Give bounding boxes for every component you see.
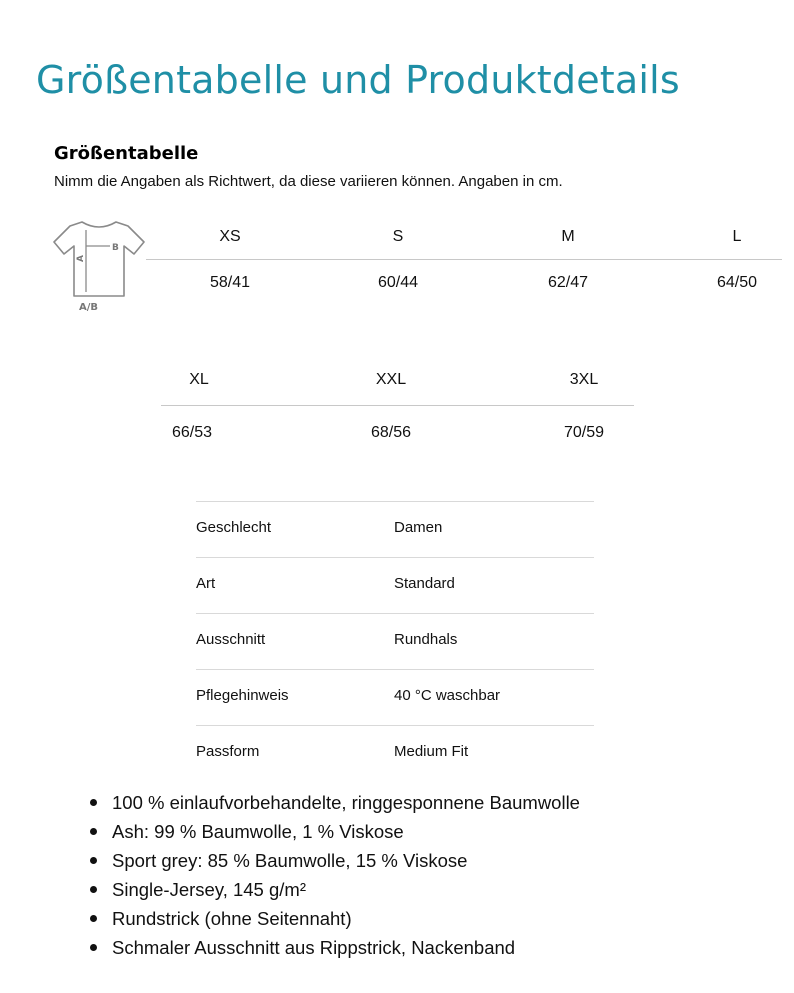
spec-row	[196, 725, 594, 781]
size-label: XL	[189, 371, 209, 388]
spec-key: Geschlecht	[196, 519, 272, 536]
feature-item	[86, 846, 580, 875]
size-chart-title: Größentabelle	[54, 143, 199, 164]
feature-item	[86, 788, 580, 817]
product-spec-table	[196, 501, 594, 781]
size-value: 70/59	[563, 424, 605, 441]
feature-text: Schmaler Ausschnitt aus Rippstrick, Nackenband	[112, 937, 516, 958]
spec-value: Medium Fit	[394, 743, 469, 760]
bullet-icon	[90, 828, 97, 835]
spec-row	[196, 557, 594, 613]
feature-text: Rundstrick (ohne Seitennaht)	[112, 908, 352, 929]
diagram-label-b: B	[112, 243, 119, 253]
diagram-label-a: A	[76, 255, 86, 262]
spec-row	[196, 501, 594, 557]
feature-item	[86, 875, 580, 904]
spec-value: Rundhals	[394, 631, 458, 648]
size-value: 68/56	[370, 424, 412, 441]
size-grid-divider	[161, 405, 634, 406]
size-value: 66/53	[171, 424, 213, 441]
feature-text: 100 % einlaufvorbehandelte, ringgesponnene Baumwolle	[112, 792, 580, 813]
spec-key: Ausschnitt	[196, 631, 266, 648]
bullet-icon	[90, 857, 97, 864]
bullet-icon	[90, 915, 97, 922]
feature-text: Ash: 99 % Baumwolle, 1 % Viskose	[112, 821, 404, 842]
size-value: 64/50	[716, 274, 758, 291]
size-label: L	[732, 228, 742, 245]
size-chart-subtitle: Nimm die Angaben als Richtwert, da diese variieren können. Angaben in cm.	[54, 173, 563, 190]
spec-key: Pflegehinweis	[196, 687, 289, 704]
size-grid-divider	[146, 259, 782, 260]
feature-list	[86, 788, 580, 962]
spec-key: Passform	[196, 743, 260, 760]
size-label: XS	[219, 228, 241, 245]
spec-value: Standard	[394, 575, 455, 592]
size-label: M	[561, 228, 575, 245]
spec-value: Damen	[394, 519, 443, 536]
feature-item	[86, 817, 580, 846]
feature-text: Single-Jersey, 145 g/m²	[112, 879, 306, 900]
spec-key: Art	[196, 575, 216, 592]
page-title: Größentabelle und Produktdetails	[36, 58, 680, 102]
feature-item	[86, 904, 580, 933]
bullet-icon	[90, 944, 97, 951]
size-value: 60/44	[377, 274, 419, 291]
diagram-caption: A/B	[79, 302, 99, 313]
spec-row	[196, 669, 594, 725]
bullet-icon	[90, 886, 97, 893]
size-label: 3XL	[569, 371, 599, 388]
size-label: S	[392, 228, 404, 245]
bullet-icon	[90, 799, 97, 806]
spec-value: 40 °C waschbar	[394, 687, 501, 704]
size-value: 58/41	[209, 274, 251, 291]
size-value: 62/47	[547, 274, 589, 291]
feature-text: Sport grey: 85 % Baumwolle, 15 % Viskose	[112, 850, 468, 871]
tshirt-measure-icon	[52, 214, 148, 314]
size-label: XXL	[375, 371, 407, 388]
spec-row	[196, 613, 594, 669]
feature-item	[86, 933, 580, 962]
